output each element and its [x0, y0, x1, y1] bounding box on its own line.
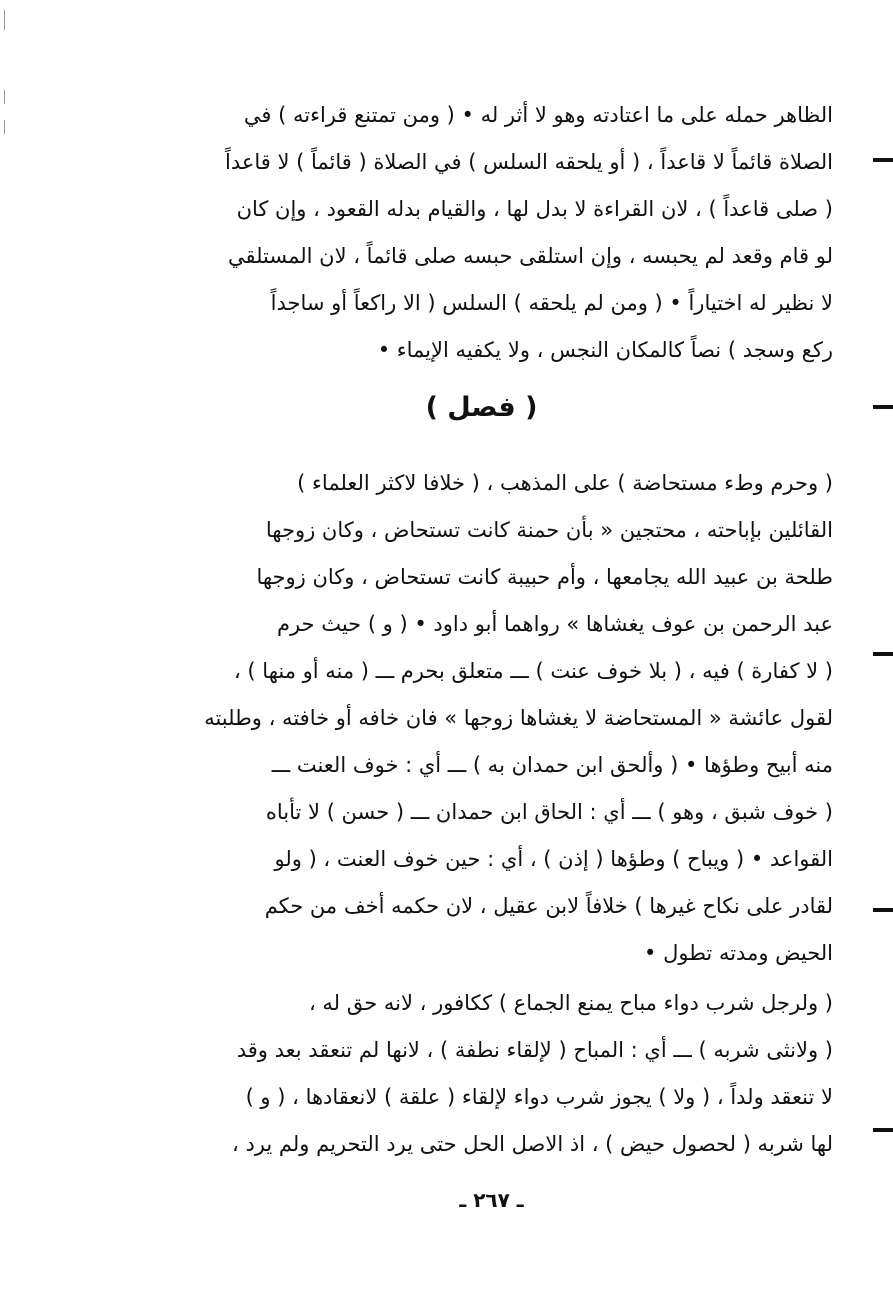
text-line: ( لا كفارة ) فيه ، ( بلا خوف عنت ) ـــ متعلق بحرم ـــ ( منه أو منها ) ،: [233, 659, 833, 683]
margin-mark: [873, 908, 893, 912]
section-heading: ( فصل ): [425, 392, 538, 423]
text-line: ركع وسجد ) نصاً كالمكان النجس ، ولا يكفيه الإيماء •: [377, 338, 833, 362]
text-line: عبد الرحمن بن عوف يغشاها » رواهما أبو داود • ( و ) حيث حرم: [276, 612, 833, 636]
text-line: ( خوف شبق ، وهو ) ـــ أي : الحاق ابن حمدان ـــ ( حسن ) لا تأباه: [265, 800, 833, 824]
paragraph-3: [183, 980, 833, 1168]
text-line: لا نظير له اختياراً • ( ومن لم يلحقه ) السلس ( الا راكعاً أو ساجداً: [270, 291, 833, 315]
paragraph-2: [183, 460, 833, 977]
text-line: لقول عائشة « المستحاضة لا يغشاها زوجها » فان خافه أو خافته ، وطلبته: [204, 706, 833, 730]
text-line: لها شربه ( لحصول حيض ) ، اذ الاصل الحل حتى يرد التحريم ولم يرد ،: [231, 1132, 833, 1156]
text-line: ( صلى قاعداً ) ، لان القراءة لا بدل لها ، والقيام بدله القعود ، وإن كان: [236, 197, 833, 221]
scan-edge-mark: [4, 90, 5, 104]
text-line: لا تنعقد ولداً ، ( ولا ) يجوز شرب دواء لإلقاء ( علقة ) لانعقادها ، ( و ): [245, 1085, 833, 1109]
text-line: الحيض ومدته تطول •: [644, 941, 833, 965]
text-line: لو قام وقعد لم يحبسه ، وإن استلقى حبسه صلى قائماً ، لان المستلقي: [227, 244, 833, 268]
text-line: لقادر على نكاح غيرها ) خلافاً لابن عقيل ، لان حكمه أخف من حكم: [264, 894, 833, 918]
page-number: ـ ٢٦٧ ـ: [459, 1188, 524, 1212]
text-line: ( ولرجل شرب دواء مباح يمنع الجماع ) ككافور ، لانه حق له ،: [308, 991, 833, 1015]
margin-mark: [873, 158, 893, 162]
scan-edge-mark: [4, 10, 5, 30]
text-line: القائلين بإباحته ، محتجين « بأن حمنة كانت تستحاض ، وكان زوجها: [265, 518, 833, 542]
margin-mark: [873, 652, 893, 656]
text-line: القواعد • ( ويباح ) وطؤها ( إذن ) ، أي : حين خوف العنت ، ( ولو: [274, 847, 833, 871]
text-line: الظاهر حمله على ما اعتادته وهو لا أثر له • ( ومن تمتنع قراءته ) في: [243, 103, 833, 127]
text-line: ( ولانثى شربه ) ـــ أي : المباح ( لإلقاء نطفة ) ، لانها لم تنعقد بعد وقد: [236, 1038, 833, 1062]
margin-mark: [873, 1128, 893, 1132]
text-line: ( وحرم وطء مستحاضة ) على المذهب ، ( خلافا لاكثر العلماء ): [297, 471, 833, 495]
paragraph-1: [183, 92, 833, 374]
scan-edge-mark: [4, 120, 5, 134]
text-line: طلحة بن عبيد الله يجامعها ، وأم حبيبة كانت تستحاض ، وكان زوجها: [256, 565, 833, 589]
text-line: منه أبيح وطؤها • ( وألحق ابن حمدان به ) ـــ أي : خوف العنت ـــ: [271, 753, 833, 777]
text-line: الصلاة قائماً لا قاعداً ، ( أو يلحقه السلس ) في الصلاة ( قائماً ) لا قاعداً: [225, 150, 833, 174]
